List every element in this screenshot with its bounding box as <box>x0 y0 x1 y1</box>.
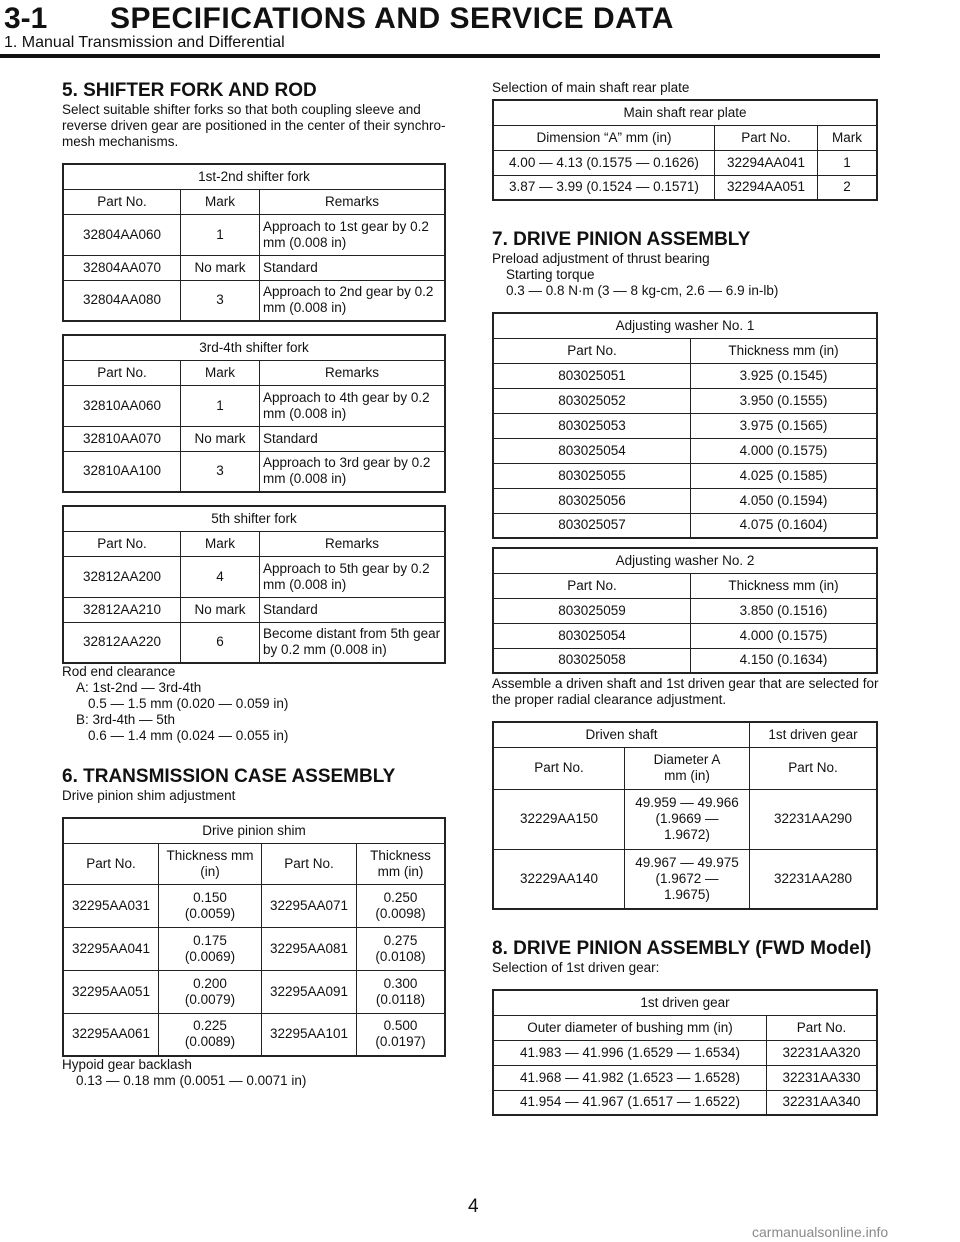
starting-torque-label: Starting torque <box>506 267 595 282</box>
watermark: carmanualsonline.info <box>752 1224 889 1240</box>
diameter-line: (1.9672 — <box>655 870 719 886</box>
cell: 32231AA280 <box>750 849 878 909</box>
cell: 32812AA220 <box>63 622 181 663</box>
col-header: Part No. <box>767 1015 878 1040</box>
cell: 32804AA080 <box>63 280 181 321</box>
drive-pinion-shim-table <box>62 817 446 1057</box>
cell: Standard <box>260 255 446 280</box>
cell: 32812AA210 <box>63 597 181 622</box>
cell: 1 <box>181 385 260 426</box>
header-rule <box>0 54 880 58</box>
cell <box>625 789 750 849</box>
col-header: Part No. <box>63 531 181 556</box>
table-caption: Drive pinion shim <box>63 818 445 843</box>
page-title: SPECIFICATIONS AND SERVICE DATA <box>110 2 674 35</box>
thickness-mm: 0.250 <box>383 889 418 905</box>
cell: 3.975 (0.1565) <box>691 413 878 438</box>
cell: 32295AA051 <box>63 970 159 1013</box>
cell: 1 <box>818 150 878 175</box>
col-header: Part No. <box>63 843 159 884</box>
section-7-subtitle: Preload adjustment of thrust bearing <box>492 251 710 266</box>
adjusting-washer-1-table <box>492 312 878 539</box>
thickness-mm: 0.150 <box>193 889 227 905</box>
cell <box>159 970 262 1013</box>
thickness-mm: 0.300 <box>383 975 418 991</box>
section-5-title: 5. SHIFTER FORK AND ROD <box>62 80 317 101</box>
header-line: mm (in) <box>664 768 710 783</box>
col-header: Part No. <box>750 747 878 789</box>
header-line: Diameter A <box>653 752 721 767</box>
cell: No mark <box>181 255 260 280</box>
section-7-title: 7. DRIVE PINION ASSEMBLY <box>492 229 751 250</box>
cell: 4 <box>181 556 260 597</box>
cell: 32295AA041 <box>63 927 159 970</box>
diameter-line: 1.9675) <box>664 886 710 902</box>
table-caption: 1st driven gear <box>750 722 878 747</box>
thickness-mm: 0.225 <box>193 1018 227 1034</box>
table-caption: Main shaft rear plate <box>493 100 877 125</box>
rod-b-label: B: 3rd-4th — 5th <box>76 712 176 727</box>
thickness-mm: 0.200 <box>193 975 227 991</box>
cell: Standard <box>260 426 446 451</box>
cell: 32810AA070 <box>63 426 181 451</box>
cell: Approach to 5th gear by 0.2 mm (0.008 in) <box>260 556 446 597</box>
cell: 803025054 <box>493 438 691 463</box>
cell: 32810AA060 <box>63 385 181 426</box>
thickness-in: (0.0079) <box>184 991 236 1007</box>
cell: 4.025 (0.1585) <box>691 463 878 488</box>
cell: 803025058 <box>493 648 691 673</box>
cell: 3.925 (0.1545) <box>691 363 878 388</box>
hypoid-backlash-value: 0.13 — 0.18 mm (0.0051 — 0.0071 in) <box>76 1073 307 1088</box>
cell <box>159 884 262 927</box>
cell: 32812AA200 <box>63 556 181 597</box>
table-caption: 3rd-4th shifter fork <box>63 335 445 360</box>
thickness-in: (0.0108) <box>375 948 426 964</box>
section-code: 3-1 <box>4 2 48 35</box>
cell: 32295AA071 <box>262 884 357 927</box>
col-header: Thickness mm (in) <box>159 843 262 884</box>
rod-a-label: A: 1st-2nd — 3rd-4th <box>76 680 202 695</box>
section-8-subtitle: Selection of 1st driven gear: <box>492 960 660 975</box>
diameter-line: (1.9669 — <box>655 811 719 826</box>
cell: 6 <box>181 622 260 663</box>
thickness-mm: 0.175 <box>193 932 227 948</box>
cell: 32294AA041 <box>715 150 818 175</box>
col-header: Dimension “A” mm (in) <box>493 125 715 150</box>
table-caption: Driven shaft <box>493 722 750 747</box>
col-header: Thickness mm (in) <box>691 338 878 363</box>
col-header: Outer diameter of bushing mm (in) <box>493 1015 767 1040</box>
cell: 1 <box>181 214 260 255</box>
starting-torque-value: 0.3 — 0.8 N·m (3 — 8 kg-cm, 2.6 — 6.9 in-lb) <box>506 283 779 298</box>
cell: 3 <box>181 280 260 321</box>
cell <box>159 1013 262 1056</box>
col-header: Part No. <box>493 747 625 789</box>
thickness-in: (0.0089) <box>184 1034 236 1050</box>
cell: Standard <box>260 597 446 622</box>
cell: Become distant from 5th gear by 0.2 mm (0.008 in) <box>260 622 446 663</box>
section-5-intro: Select suitable shifter forks so that both coupling sleeve and reverse driven gear are positioned in the center of their synchro-mesh mechanisms. <box>62 102 446 149</box>
diameter-line: 49.959 — 49.966 <box>635 795 739 810</box>
cell <box>357 1013 446 1056</box>
col-header: Part No. <box>63 189 181 214</box>
cell: 4.00 — 4.13 (0.1575 — 0.1626) <box>493 150 715 175</box>
col-header: Mark <box>818 125 878 150</box>
section-6-title: 6. TRANSMISSION CASE ASSEMBLY <box>62 766 396 787</box>
col-header: Mark <box>181 189 260 214</box>
table-caption: 5th shifter fork <box>63 506 445 531</box>
thickness-mm: 0.500 <box>383 1018 418 1034</box>
cell: Approach to 4th gear by 0.2 mm (0.008 in) <box>260 385 446 426</box>
col-header: Mark <box>181 531 260 556</box>
right-column <box>492 80 882 1116</box>
cell <box>625 849 750 909</box>
cell: 4.075 (0.1604) <box>691 513 878 538</box>
col-header: Part No. <box>715 125 818 150</box>
page-number: 4 <box>468 1196 479 1217</box>
cell: 32231AA290 <box>750 789 878 849</box>
table-caption: 1st-2nd shifter fork <box>63 164 445 189</box>
cell: 4.050 (0.1594) <box>691 488 878 513</box>
cell: 32229AA140 <box>493 849 625 909</box>
cell: 41.968 — 41.982 (1.6523 — 1.6528) <box>493 1065 767 1090</box>
col-header: Mark <box>181 360 260 385</box>
rod-a-value: 0.5 — 1.5 mm (0.020 — 0.059 in) <box>88 696 289 711</box>
cell: 41.954 — 41.967 (1.6517 — 1.6522) <box>493 1090 767 1115</box>
cell: 803025059 <box>493 598 691 623</box>
col-header <box>625 747 750 789</box>
shifter-fork-3-4-table <box>62 334 446 493</box>
col-header: Part No. <box>493 338 691 363</box>
chapter-subtitle: 1. Manual Transmission and Differential <box>4 34 285 51</box>
cell: 4.000 (0.1575) <box>691 438 878 463</box>
rod-end-clearance-label: Rod end clearance <box>62 664 176 679</box>
shifter-fork-1-2-table <box>62 163 446 322</box>
diameter-line: 1.9672) <box>664 827 710 842</box>
thickness-in: (0.0069) <box>184 948 236 964</box>
section-8-title: 8. DRIVE PINION ASSEMBLY (FWD Model) <box>492 938 872 959</box>
cell: No mark <box>181 597 260 622</box>
cell: No mark <box>181 426 260 451</box>
cell: 32294AA051 <box>715 175 818 200</box>
cell: 32231AA330 <box>767 1065 878 1090</box>
col-header: Remarks <box>260 531 446 556</box>
cell: 32231AA320 <box>767 1040 878 1065</box>
cell <box>357 970 446 1013</box>
cell: 803025053 <box>493 413 691 438</box>
cell: Approach to 2nd gear by 0.2 mm (0.008 in) <box>260 280 446 321</box>
cell: 32295AA101 <box>262 1013 357 1056</box>
cell: 32295AA031 <box>63 884 159 927</box>
cell: 3.87 — 3.99 (0.1524 — 0.1571) <box>493 175 715 200</box>
cell: 803025051 <box>493 363 691 388</box>
table-caption: 1st driven gear <box>493 990 877 1015</box>
cell: Approach to 1st gear by 0.2 mm (0.008 in) <box>260 214 446 255</box>
thickness-in: (0.0059) <box>184 905 236 921</box>
col-header: Part No. <box>63 360 181 385</box>
table-caption: Adjusting washer No. 2 <box>493 548 877 573</box>
rear-plate-subtitle: Selection of main shaft rear plate <box>492 80 690 95</box>
thickness-in: (0.0118) <box>375 991 426 1007</box>
diameter-line: 49.967 — 49.975 <box>635 854 739 870</box>
cell <box>357 927 446 970</box>
assemble-note: Assemble a driven shaft and 1st driven gear that are selected for the proper radial clearance adjustment. <box>492 676 879 707</box>
main-shaft-rear-plate-table <box>492 99 878 201</box>
rod-b-value: 0.6 — 1.4 mm (0.024 — 0.055 in) <box>88 728 289 743</box>
col-header: Part No. <box>493 573 691 598</box>
cell: 32810AA100 <box>63 451 181 492</box>
first-driven-gear-table <box>492 989 878 1116</box>
cell: 3 <box>181 451 260 492</box>
cell: 3.950 (0.1555) <box>691 388 878 413</box>
section-6-subtitle: Drive pinion shim adjustment <box>62 788 236 803</box>
cell: 803025055 <box>493 463 691 488</box>
cell: 32229AA150 <box>493 789 625 849</box>
cell: 32804AA070 <box>63 255 181 280</box>
cell <box>159 927 262 970</box>
page-header <box>0 0 960 60</box>
left-column <box>62 80 448 1089</box>
thickness-in: (0.0098) <box>375 905 426 921</box>
shifter-fork-5-table <box>62 505 446 664</box>
cell: 32295AA091 <box>262 970 357 1013</box>
cell: 4.150 (0.1634) <box>691 648 878 673</box>
driven-shaft-table <box>492 721 878 910</box>
cell: 2 <box>818 175 878 200</box>
col-header: Remarks <box>260 360 446 385</box>
cell: 803025057 <box>493 513 691 538</box>
cell: 803025054 <box>493 623 691 648</box>
cell: 32231AA340 <box>767 1090 878 1115</box>
cell: 803025052 <box>493 388 691 413</box>
adjusting-washer-2-table <box>492 547 878 674</box>
cell: 41.983 — 41.996 (1.6529 — 1.6534) <box>493 1040 767 1065</box>
thickness-mm: 0.275 <box>383 932 418 948</box>
cell <box>357 884 446 927</box>
col-header: Thickness mm (in) <box>691 573 878 598</box>
cell: 32804AA060 <box>63 214 181 255</box>
cell: Approach to 3rd gear by 0.2 mm (0.008 in) <box>260 451 446 492</box>
cell: 3.850 (0.1516) <box>691 598 878 623</box>
col-header: Remarks <box>260 189 446 214</box>
table-caption: Adjusting washer No. 1 <box>493 313 877 338</box>
col-header: Thickness mm (in) <box>357 843 446 884</box>
cell: 4.000 (0.1575) <box>691 623 878 648</box>
cell: 803025056 <box>493 488 691 513</box>
cell: 32295AA081 <box>262 927 357 970</box>
col-header: Part No. <box>262 843 357 884</box>
cell: 32295AA061 <box>63 1013 159 1056</box>
thickness-in: (0.0197) <box>375 1034 426 1050</box>
hypoid-backlash-label: Hypoid gear backlash <box>62 1057 192 1072</box>
